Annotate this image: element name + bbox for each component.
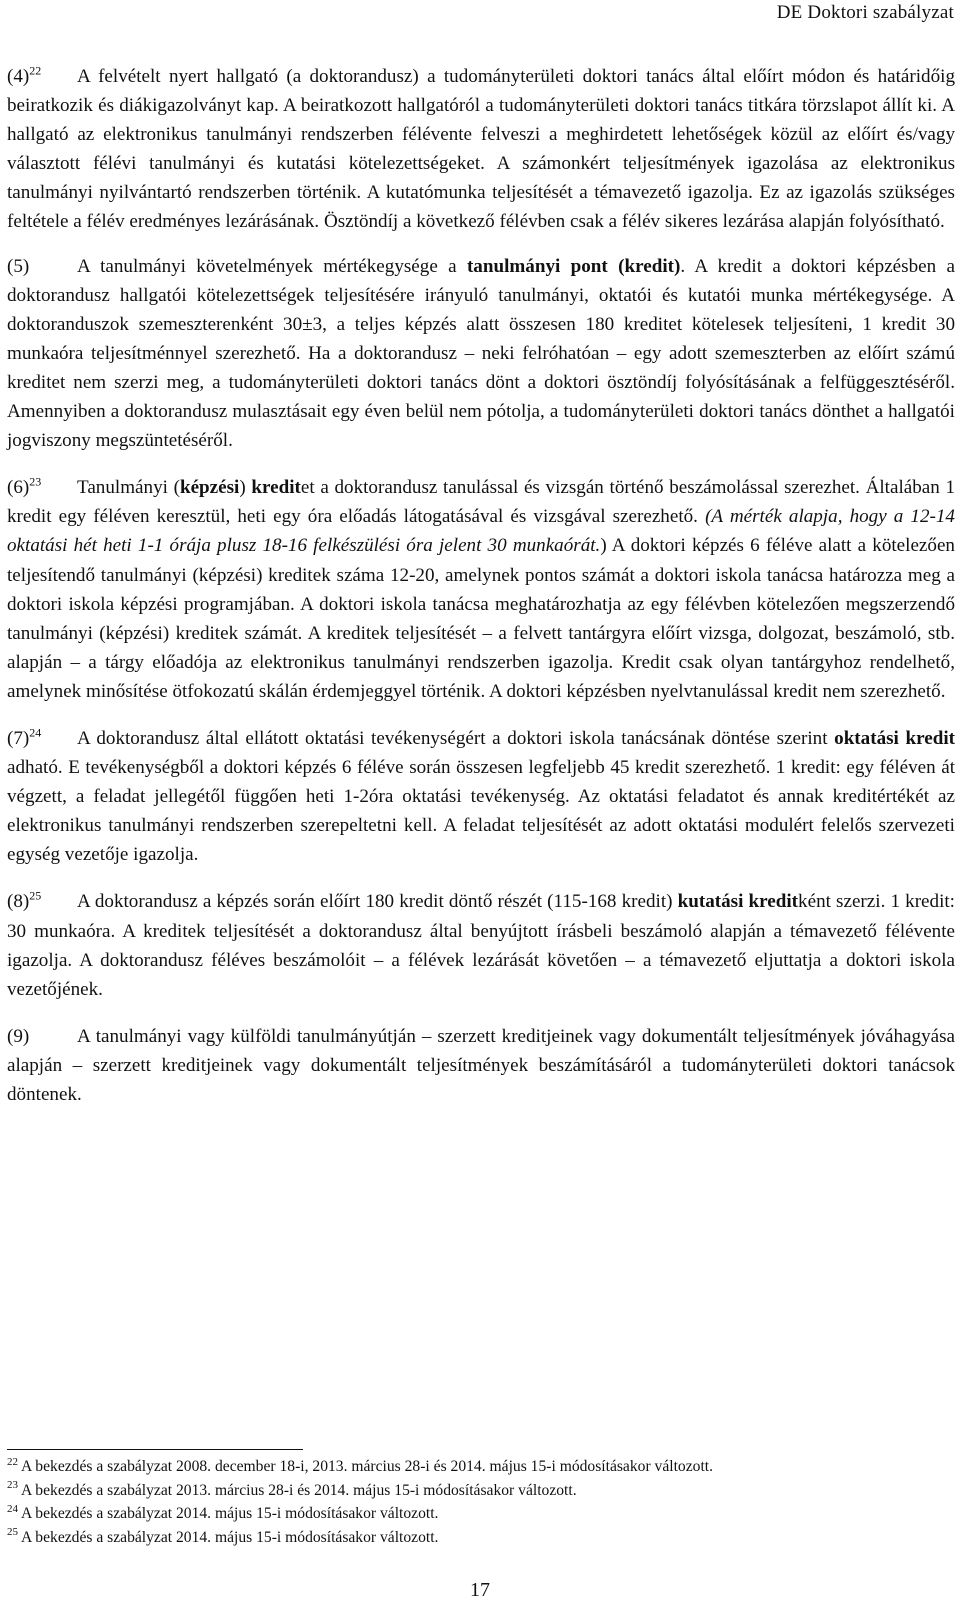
paragraph-text: A felvételt nyert hallgató (a doktorandusz) a tudományterületi doktori tanács által előírt módon és határidőig beiratkozik és diákigazolványt kap. A beiratkozott hallgatóról a tudományterületi doktori tanács titkára törzslapot állít ki. A hallgató az elektronikus tanulmányi rendszerben félévente felveszi a meghirdetett lehetőségek közül az előírt és/vagy választott félévi tanulmányi és kutatási kötelezettségeket. A számonkért teljesítmények igazolása az elektronikus tanulmányi nyilvántartó rendszerben történik. A kutatómunka teljesítését a témavezető igazolja. Ez az igazolás szükséges feltétele a félév eredményes lezárásának. Ösztöndíj a következő félévben csak a félév sikeres lezárása alapján folyósítható. (7, 66, 955, 233)
paragraph-8: $(8)^{25}$ A doktorandusz a képzés során előírt 180 kredit döntő részét (115-168 kredit) kutatási kreditként szerzi. 1 kredit: 30 munkaóra. A kreditek teljesítését a doktorandusz által benyújtott írásbeli beszámoló alapján a témavezető félévente igazolja. A doktorandusz féléves beszámolóit – a félévek lezárását követően – a témavezető eljuttatja a doktori iskola vezetőjének. (7, 889, 955, 1000)
footnote-22: $^{22}$ A bekezdés a szabályzat 2008. december 18-i, 2013. március 28-i és 2014. május 15-i módosításakor változott. (7, 1455, 714, 1475)
footnote-separator (7, 1449, 303, 1450)
bold-term: kredit (251, 477, 301, 499)
footnote-number: 24 (7, 1502, 18, 1515)
paragraph-6: $(6)^{23}$ Tanulmányi (képzési) kreditet a doktorandusz tanulással és vizsgán történő beszámolással szerezhet. Általában 1 kredit egy féléven keresztül, heti egy óra előadás látogatásával és vizsgával szerezhető. (A mérték alapja, hogy a 12-14 oktatási hét heti 1-1 órája plusz 18-16 felkészülési óra jelent 30 munkaórát.) A doktori képzés 6 féléve alatt a kötelezően teljesítendő tanulmányi (képzési) kreditek száma 12-20, amelynek pontos számát a doktori iskola tanácsa határozza meg a doktori iskola képzési programjában. A doktori iskola tanácsa meghatározhatja az egy félévben kötelezően megszerzendő tanulmányi (képzési) kreditek számát. A kreditek teljesítését – a felvett tantárgyra előírt vizsga, dolgozat, beszámoló, stb. alapján – a tárgy előadója az elektronikus tanulmányi rendszerben igazolja. Kredit csak olyan tantárgyhoz rendelhető, amelynek minősítése ötfokozatú skálán érdemjeggyel történik. A doktori képzésben nyelvtanulással kredit nem szerezhető. (7, 474, 956, 702)
footnote-number: 23 (7, 1479, 18, 1492)
paragraph-number: (5) (7, 255, 30, 277)
footnote-ref[interactable]: 22 (29, 63, 42, 78)
paragraph-5: (5) A tanulmányi követelmények mértékegysége a tanulmányi pont (kredit). A kredit a doktori képzésben a doktorandusz hallgatói kötelezettségek teljesítésére irányuló tanulmányi, oktatói és kutatói munka mértékegysége. A doktoranduszok szemeszterenként 30±3, a teljes képzés alatt összesen 180 kreditet kötelesek teljesíteni, 1 kredit 30 munkaóra teljesítménnyel szerezhető. Ha a doktorandusz – neki felróhatóan – egy adott szemeszterben az előírt számú kreditet nem szerzi meg, a tudományterületi doktori tanács dönt a doktori ösztöndíj folyósításának a felfüggesztéséről. Amennyiben a doktorandusz mulasztásait egy éven belül nem pótolja, a tudományterületi doktori tanács dönthet a hallgatói jogviszony megszüntetéséről. (7, 252, 955, 456)
bold-term: oktatási kredit (834, 727, 955, 749)
footnote-ref[interactable]: 25 (29, 889, 42, 904)
paragraph-number: $(6)^{23}$ (7, 474, 42, 499)
document-body (7, 62, 955, 1109)
paragraph-4 (7, 62, 955, 237)
paragraph-number: $(4)^{22}$ (7, 63, 42, 87)
footnote-ref[interactable]: 23 (29, 474, 42, 489)
paragraph-text: A tanulmányi vagy külföldi tanulmányútján – szerzett kreditjeinek vagy dokumentált teljesítmények jóváhagyása alapján – szerzett kreditjeinek vagy dokumentált teljesítmények beszámításáról a tudományterületi doktori tanácsok döntenek. (7, 1025, 955, 1105)
bold-term: képzési (179, 477, 240, 499)
paragraph-number: $(7)^{24}$ (7, 725, 42, 749)
running-header: DE Doktori szabályzat (776, 2, 954, 23)
italic-note: (A mérték alapja, hogy a 12-14 oktatási hét heti 1-1 órája plusz 18-16 felkészülési óra jelent 30 munkaórát. (7, 506, 955, 557)
footnote-25: $^{25}$ A bekezdés a szabályzat 2014. május 15-i módosításakor változott. (7, 1526, 439, 1546)
paragraph-number: (9) (7, 1025, 30, 1047)
page-number: 17 (470, 1579, 490, 1601)
bold-term: tanulmányi pont (kredit) (466, 255, 681, 277)
footnote-ref[interactable]: 24 (29, 725, 42, 740)
bold-term: kutatási kredit (677, 891, 799, 913)
footnote-number: 22 (7, 1455, 18, 1468)
footnote-number: 25 (7, 1526, 18, 1539)
footnote-23: $^{23}$ A bekezdés a szabályzat 2013. március 28-i és 2014. május 15-i módosításakor változott. (7, 1479, 577, 1499)
footnotes (7, 1455, 955, 1549)
paragraph-7: $(7)^{24}$ A doktorandusz által ellátott oktatási tevékenységért a doktori iskola tanácsának döntése szerint oktatási kredit adható. E tevékenységből a doktori képzés 6 féléve során összesen legfeljebb 45 kredit szerezhető. 1 kredit: egy féléven át végzett, a feladat jellegétől függően heti 1-2óra oktatási tevékenység. Az oktatási feladatot és annak kreditértékét az elektronikus tanulmányi rendszerben szerepeltetni kell. A feladat teljesítését az adott oktatási modulért felelős szervezeti egység vezetője igazolja. (7, 725, 955, 866)
footnote-24: $^{24}$ A bekezdés a szabályzat 2014. május 15-i módosításakor változott. (7, 1502, 439, 1522)
paragraph-9 (7, 1022, 955, 1109)
paragraph-number: $(8)^{25}$ (7, 889, 42, 913)
